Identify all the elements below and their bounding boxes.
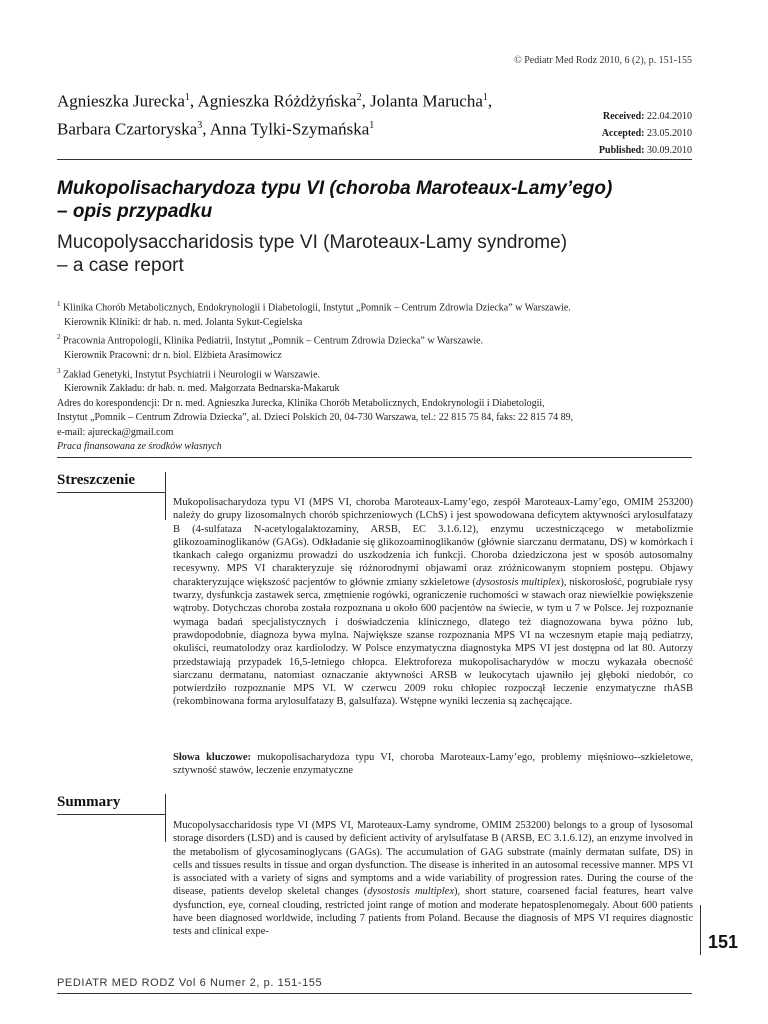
- affiliation-marker: 2: [356, 92, 362, 103]
- summary-underline: [57, 814, 165, 815]
- streszczenie-vline: [165, 472, 166, 520]
- keywords-list: mukopolisacharydoza typu VI, choroba Maroteaux-Lamy’ego, problemy mięśniowo--szkieletowe, sztywność stawów, leczenie enzymatyczne: [173, 752, 694, 777]
- author-line-1: Agnieszka Jurecka$^1$, Agnieszka Różdżyńska$^2$, Jolanta Marucha$^1$,: [57, 91, 493, 111]
- received-date: Received: 22.04.2010: [602, 111, 692, 122]
- publication-dates: [492, 108, 692, 159]
- affiliations: [57, 297, 697, 455]
- affiliation-marker: 1: [482, 92, 488, 103]
- page-number: 151: [708, 932, 739, 952]
- section-divider: [57, 457, 692, 458]
- accepted-date: Accepted: 23.05.2010: [601, 128, 692, 139]
- author-name: Agnieszka Jurecka: [57, 91, 185, 111]
- affiliation-line: Kierownik Kliniki: dr hab. n. med. Jolanta Sykut-Cegielska: [64, 316, 303, 328]
- author-line-2: Barbara Czartoryska$^3$, Anna Tylki-Szymańska$^1$: [57, 119, 375, 139]
- correspondence-line: Instytut „Pomnik – Centrum Zdrowia Dziecka”, al. Dzieci Polskich 20, 04-730 Warszawa, tel.: 22 815 75 84, faks: 22 815 74 89,: [57, 412, 574, 424]
- author-name: Barbara Czartoryska: [57, 119, 198, 139]
- author-name: Anna Tylki-Szymańska: [209, 119, 370, 139]
- summary-vline: [165, 794, 166, 842]
- streszczenie-heading: Streszczenie: [57, 472, 136, 488]
- keywords: [173, 751, 693, 778]
- author-name: Agnieszka Różdżyńska: [197, 91, 357, 111]
- keywords-label: Słowa kluczowe:: [173, 752, 251, 763]
- author-name: Jolanta Marucha: [370, 91, 483, 111]
- affiliation-line: $^1$ Klinika Chorób Metabolicznych, Endokrynologii i Diabetologii, Instytut „Pomnik – Centrum Zdrowia Dziecka” w Warszawie.: [57, 300, 571, 314]
- summary-body: Mucopolysaccharidosis type VI (MPS VI, Maroteaux-Lamy syndrome, OMIM 253200) belongs to a group of lysosomal storage disorders (LSD) and is caused by deficient activity of arylsulfatase B (ARSB, EC 3.1.6.12), an enzyme involved in the metabolism of glycosaminoglycans (GAGs). The accumulation of GAG substrate (mainly dermatan sulfate, DS) in cells and tissues results in tissue and organ dysfunction. The disease is inherited in an autosomal recessive manner. MPS VI is associated with a variety of signs and symptoms and a wide variability of progression rates. During the course of the disease, patients develop skeletal changes (dysostosis multiplex), short stature, coarsened facial features, heart valve dysfunction, eye, corneal clouding, restricted joint range of motion and moderate hepatosplenomegaly. About 600 patients have been diagnosed worldwide, including 7 patients from Poland. Because the diagnosis of MPS VI requires diagnostic tests and clinical expe-: [173, 820, 693, 938]
- footer-divider: [57, 993, 692, 994]
- title-english: Mucopolysaccharidosis type VI (Maroteaux-Lamy syndrome) – a case report: [57, 232, 568, 276]
- journal-citation: © Pediatr Med Rodz 2010, 6 (2), p. 151-155: [514, 55, 692, 66]
- affiliation-marker: 1: [369, 119, 375, 131]
- affiliation-line: $^2$ Pracownia Antropologii, Klinika Pediatrii, Instytut „Pomnik – Centrum Zdrowia Dziecka” w Warszawie.: [57, 333, 484, 347]
- title-polish: Mukopolisacharydoza typu VI (choroba Maroteaux-Lamy’ego) – opis przypadku: [57, 178, 613, 222]
- streszczenie-body: Mukopolisacharydoza typu VI (MPS VI, choroba Maroteaux-Lamy’ego, zespół Maroteaux-Lamy’ego, OMIM 253200) należy do grupy lizosomalnych chorób spichrzeniowych (LChS) i jest spowodowana deficytem aktywności arylosulfatazy B (4-sulfataza N-acetylogalaktozaminy, ARSB, EC 3.1.6.12), enzymu uczestniczącego w metabolizmie glikozoaminoglikanów (GAGs). Odkładanie się glikozoaminoglikanów (głównie siarczanu dermatanu, DS) w komórkach i tkankach całego organizmu prowadzi do uszkodzenia ich funkcji. Choroba dziedziczona jest w sposób autosomalny recesywny. MPS VI charakteryzuje się różnorodnymi objawami oraz zróżnicowanym stopniem postępu. Objawy charakteryzujące większość pacjentów to głównie zmiany szkieletowe (dysostosis multiplex), niskorosłość, pogrubiałe rysy twarzy, dysfunkcja zastawek serca, zmętnienie rogówki, ograniczenie ruchomości w stawach oraz niewielkie powiększenie wątroby. Dotychczas choroba została rozpoznana u około 600 pacjentów na świecie, w tym u 7 w Polsce. Jej rozpoznanie wymaga badań specjalistycznych i doświadczenia klinicznego, dlatego też diagnozowana bywa późno lub, prawdopodobnie, diagnoza bywa mylna. Największe szanse rozpoznania MPS VI na wczesnym etapie mają pediatrzy, okuliści, reumatolodzy oraz kardiolodzy. W Polsce enzymatyczna diagnostyka MPS VI jest dostępna od lat 80. Autorzy przedstawiają przypadek 16,5-letniego chłopca. Elektroforeza mukopolisacharydów w moczu wykazała obecność siarczanu dermatanu, natomiast oznaczanie aktywności ARSB w leukocytach ujawniło jej głęboki niedobór, co potwierdziło rozpoznanie MPS VI. W czerwcu 2009 roku chłopiec rozpoczął leczenie enzymatyczne rhASB (rekombinowana forma arylosulfatazy B, galsulfaza). Wstępne wyniki leczenia są zachęcające.: [173, 497, 693, 708]
- affiliation-line: Kierownik Pracowni: dr n. biol. Elżbieta Arasimowicz: [64, 350, 282, 362]
- published-date: Published: 30.09.2010: [598, 145, 692, 156]
- page-number-divider: [700, 905, 701, 955]
- affiliation-line: Kierownik Zakładu: dr hab. n. med. Małgorzata Bednarska-Makaruk: [64, 383, 340, 395]
- affiliation-marker: 1: [184, 92, 190, 103]
- italic-term: dysostosis multiplex: [475, 576, 561, 588]
- affiliation-marker: 3: [197, 119, 203, 131]
- streszczenie-underline: [57, 492, 165, 493]
- journal-footer: PEDIATR MED RODZ Vol 6 Numer 2, p. 151-155: [57, 977, 323, 989]
- correspondence-line: Adres do korespondencji: Dr n. med. Agnieszka Jurecka, Klinika Chorób Metabolicznych, Endokrynologii i Diabetologii,: [57, 397, 545, 409]
- header-divider: [57, 159, 692, 160]
- summary-heading: Summary: [57, 794, 121, 810]
- email-line: e-mail: ajurecka@gmail.com: [57, 426, 174, 438]
- funding-note: Praca finansowana ze środków własnych: [57, 441, 222, 453]
- italic-term: dysostosis multiplex: [367, 886, 455, 898]
- affiliation-line: $^3$ Zakład Genetyki, Instytut Psychiatrii i Neurologii w Warszawie.: [57, 366, 321, 380]
